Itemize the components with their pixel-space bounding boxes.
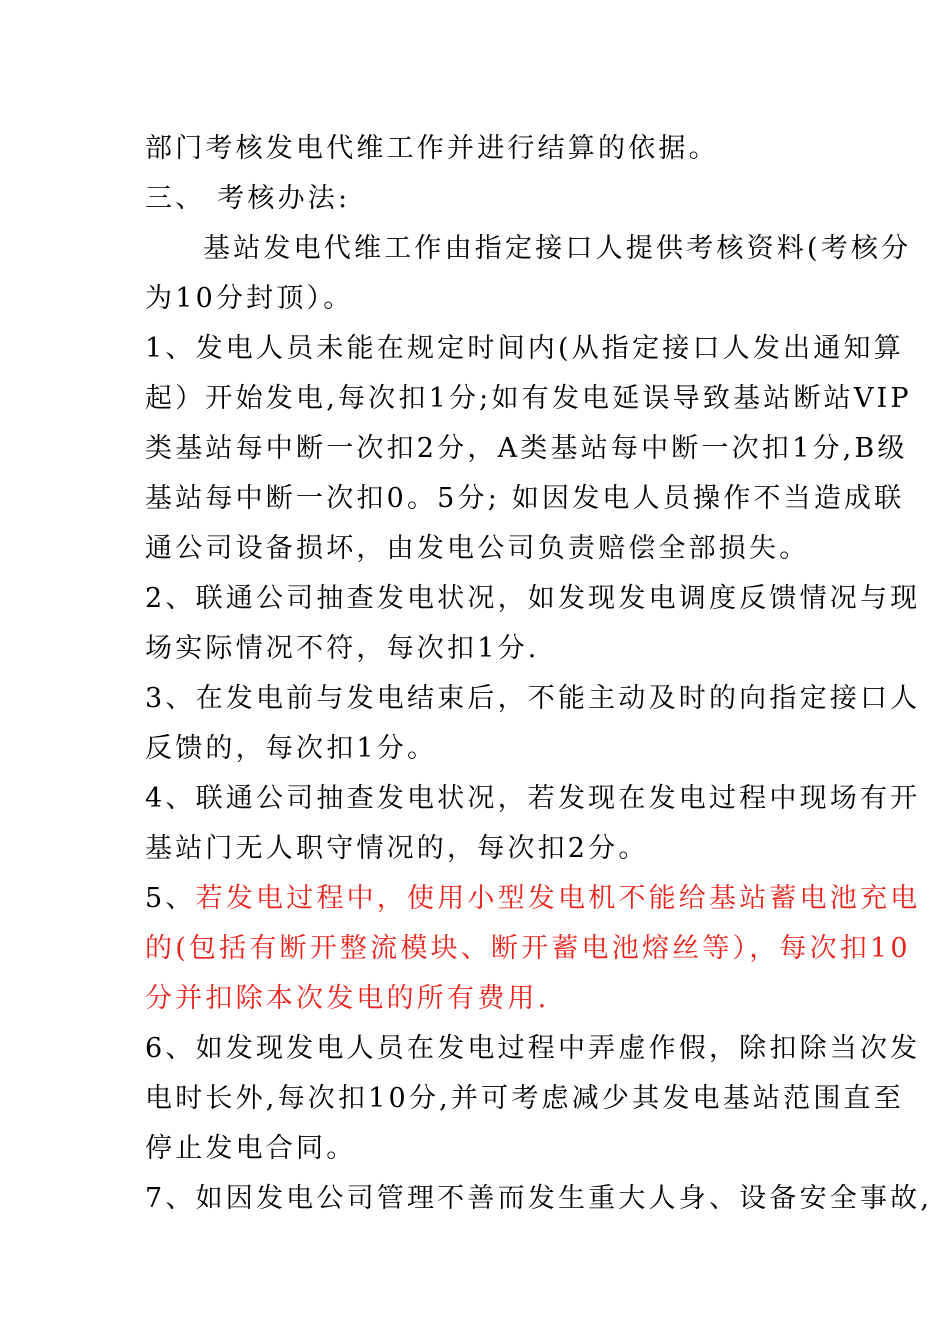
paragraph-line: 场实际情况不符，每次扣1分. xyxy=(145,633,540,664)
rule-item-number: 5、 xyxy=(145,883,196,914)
rule-item-4: 4、联通公司抽查发电状况，若发现在发电过程中现场有开 xyxy=(145,783,921,814)
section-heading: 三、 考核办法: xyxy=(145,183,351,214)
rule-item-3: 3、在发电前与发电结束后，不能主动及时的向指定接口人 xyxy=(145,683,921,714)
paragraph-line: 类基站每中断一次扣2分，A类基站每中断一次扣1分,B级 xyxy=(145,433,908,464)
paragraph-line: 部门考核发电代维工作并进行结算的依据。 xyxy=(145,133,719,164)
highlighted-line: 的(包括有断开整流模块、断开蓄电池熔丝等），每次扣10 xyxy=(145,933,911,964)
paragraph-line: 基站每中断一次扣0。5分; 如因发电人员操作不当造成联 xyxy=(145,483,905,514)
rule-item-6: 6、如发现发电人员在发电过程中弄虚作假，除扣除当次发 xyxy=(145,1033,921,1064)
rule-item-5 xyxy=(145,879,921,919)
highlighted-line: 分并扣除本次发电的所有费用. xyxy=(145,983,550,1014)
paragraph-line: 起）开始发电,每次扣1分;如有发电延误导致基站断站VIP xyxy=(145,383,912,414)
paragraph-line: 反馈的，每次扣1分。 xyxy=(145,733,438,764)
rule-item-7: 7、如因发电公司管理不善而发生重大人身、设备安全事故, xyxy=(145,1183,933,1214)
paragraph-line: 通公司设备损坏，由发电公司负责赔偿全部损失。 xyxy=(145,533,810,564)
paragraph-line: 基站发电代维工作由指定接口人提供考核资料(考核分 xyxy=(203,233,912,264)
paragraph-line: 停止发电合同。 xyxy=(145,1133,357,1164)
paragraph-line: 基站门无人职守情况的，每次扣2分。 xyxy=(145,833,649,864)
highlighted-text: 若发电过程中，使用小型发电机不能给基站蓄电池充电 xyxy=(195,883,921,914)
rule-item-2: 2、联通公司抽查发电状况，如发现发电调度反馈情况与现 xyxy=(145,583,921,614)
paragraph-line: 电时长外,每次扣10分,并可考虑减少其发电基站范围直至 xyxy=(145,1083,904,1114)
paragraph-line: 为10分封顶）。 xyxy=(145,283,354,314)
rule-item-1: 1、发电人员未能在规定时间内(从指定接口人发出通知算 xyxy=(145,333,904,364)
